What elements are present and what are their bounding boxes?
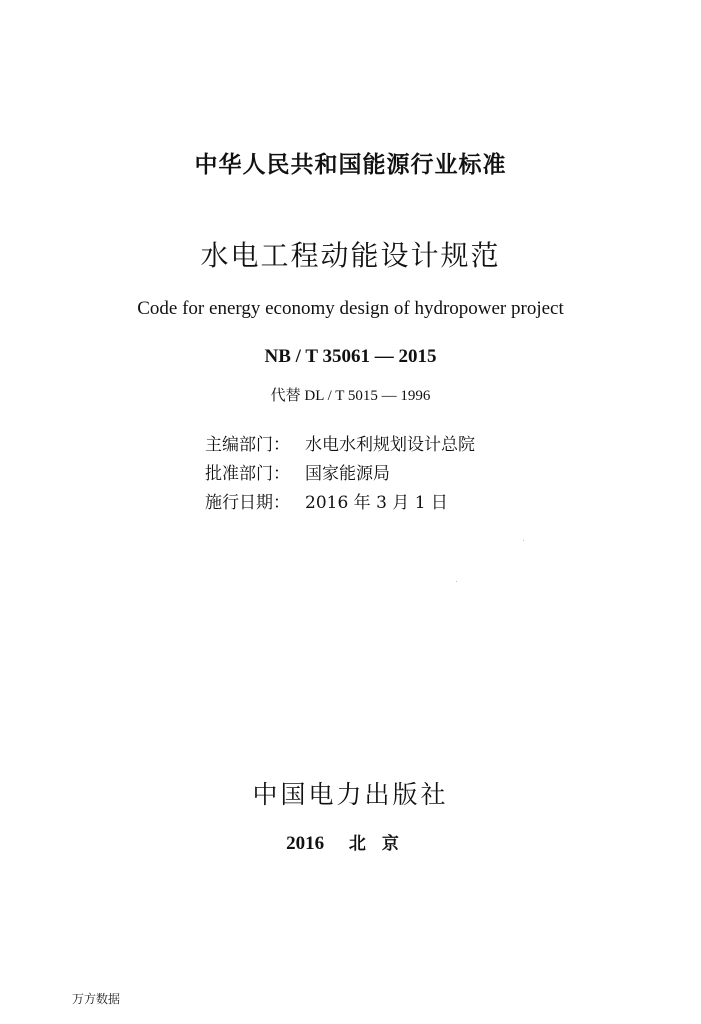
approver-label: 批准部门： [205, 464, 290, 484]
scan-speck [456, 581, 457, 582]
publication-place [0, 829, 701, 855]
replaces-standard: 代替 DL / T 5015 — 1996 [270, 388, 431, 404]
publication-year: 2016 [286, 833, 325, 854]
editor-row [205, 431, 475, 460]
document-title-en: Code for energy economy design of hydropower project [137, 298, 564, 319]
publication-city: 北京 [348, 834, 415, 854]
sector-standard-heading: 中华人民共和国能源行业标准 [194, 152, 507, 178]
standard-number: NB / T 35061 — 2015 [264, 346, 437, 367]
approver-value: 国家能源局 [305, 464, 390, 484]
effective-date-label: 施行日期： [205, 493, 290, 513]
editor-value: 水电水利规划设计总院 [305, 435, 475, 455]
publisher-name: 中国电力出版社 [252, 780, 449, 809]
approver-row [205, 460, 475, 489]
editor-label: 主编部门： [205, 435, 290, 455]
issuance-info [205, 431, 475, 518]
effective-date-value: 2016 年 3 月 1 日 [305, 493, 448, 513]
effective-date-row [205, 489, 475, 518]
database-watermark: 万方数据 [72, 992, 121, 1006]
document-title-cn: 水电工程动能设计规范 [200, 239, 501, 272]
scan-speck [523, 540, 524, 541]
